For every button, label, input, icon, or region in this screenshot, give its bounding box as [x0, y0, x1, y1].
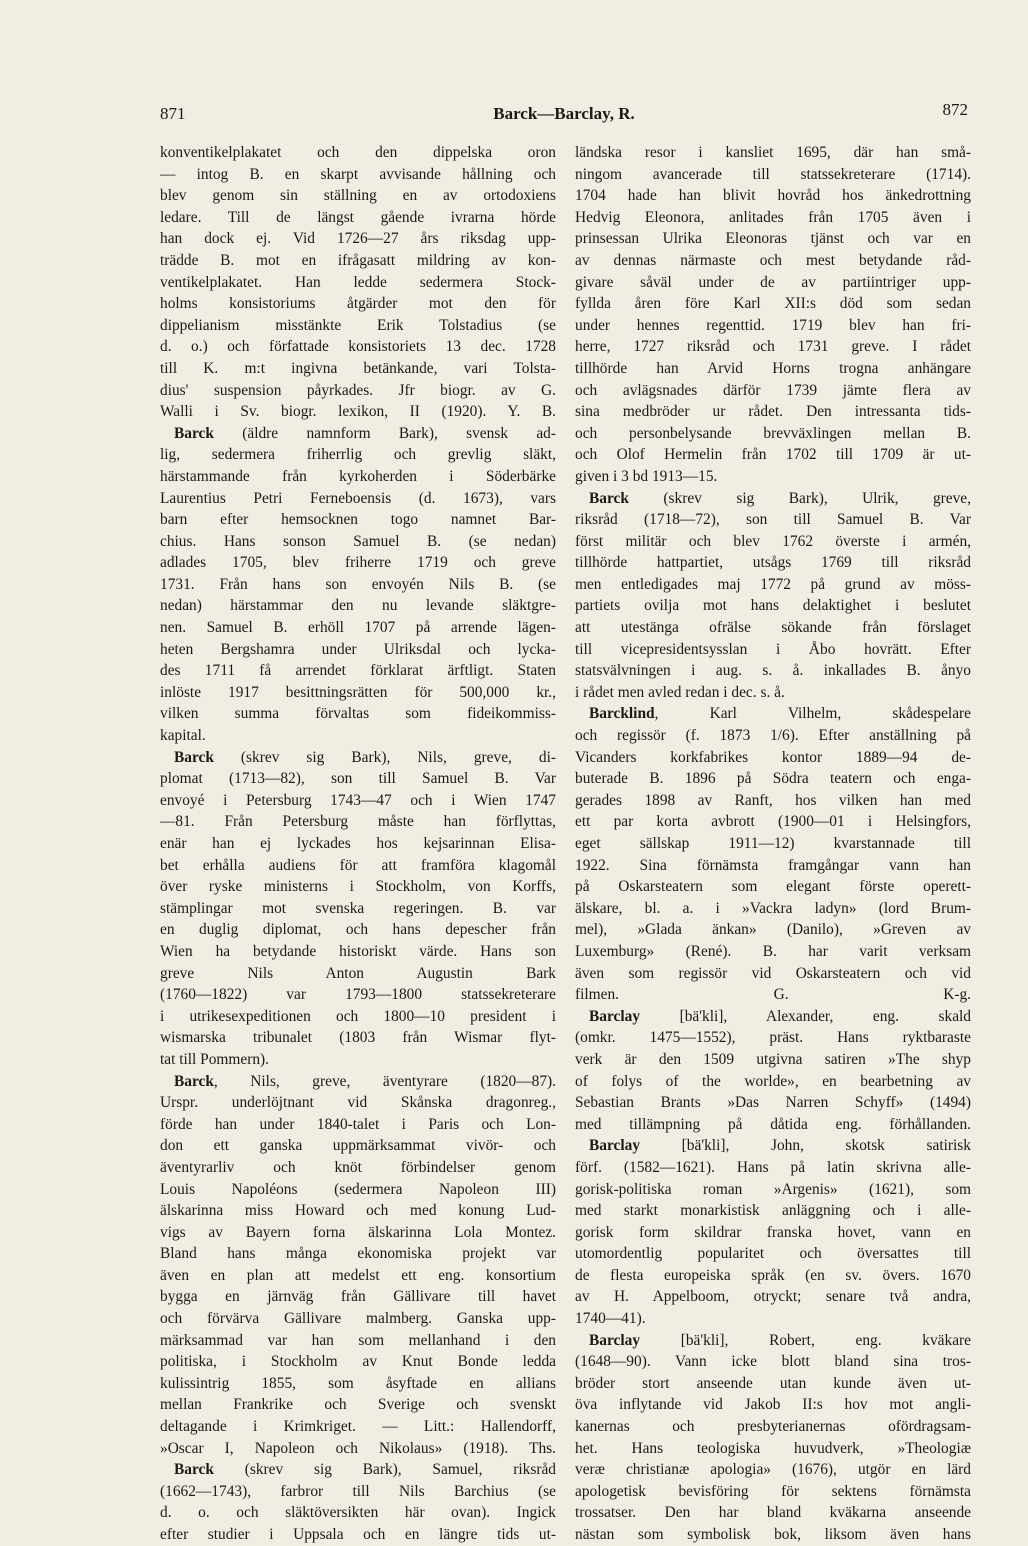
text-line — [160, 682, 556, 704]
entry-headword: Barclay — [589, 1007, 641, 1025]
line-text: men entledigades maj 1772 på grund av möss- — [575, 575, 971, 593]
line-text: konventikelplakatet och den dippelska oron — [160, 144, 556, 161]
line-text: Sebastian Brants »Das Narren Schyff» (1494) — [575, 1094, 971, 1112]
line-text: han dock ej. Vid 1726—27 års riksdag upp- — [160, 230, 556, 248]
text-line — [160, 876, 556, 898]
line-text: och förvärva Gällivare malmberg. Ganska upp- — [160, 1310, 556, 1328]
text-line — [575, 401, 971, 423]
text-line — [160, 1006, 556, 1028]
text-line — [575, 1416, 971, 1438]
line-text: Laurentius Petri Ferneboensis (d. 1673), vars — [160, 489, 556, 507]
line-text: deltagande i Krimkriget. — Litt.: Hallendorff, — [160, 1418, 556, 1436]
line-text: bröder stort anseende utan kunde även ut- — [575, 1374, 971, 1392]
line-text: 1740—41). — [575, 1310, 646, 1328]
text-line — [160, 1524, 556, 1546]
text-line — [575, 380, 971, 402]
line-text: (1648—90). Vann icke blott bland sina tros- — [575, 1353, 971, 1371]
line-text: chius. Hans sonson Samuel B. (se nedan) — [160, 532, 556, 550]
line-text: Urspr. underlöjtnant vid Skånska dragonreg., — [160, 1094, 556, 1112]
text-line — [160, 358, 556, 380]
line-text: of folys of the worlde», en bearbetning av — [575, 1072, 971, 1090]
text-line — [160, 1330, 556, 1352]
entry-headword: Barck — [174, 1461, 214, 1479]
line-text: bet erhålla audiens för att framföra klagomål — [160, 856, 556, 874]
text-line — [575, 293, 971, 315]
line-text: nedan) härstammar den nu levande släktgre- — [160, 597, 556, 615]
text-line — [160, 1027, 556, 1049]
line-text: filmen. G. K-g. — [575, 986, 971, 1004]
line-text: vigs av Bayern forna älskarinna Lola Montez. — [160, 1223, 556, 1241]
text-line — [160, 1092, 556, 1114]
line-text: tillhörde han Arvid Horns trogna anhängare — [575, 359, 971, 377]
line-text: bygga en järnväg från Gällivare till havet — [160, 1288, 556, 1306]
line-text: trossatser. Den har bland kväkarna anseende — [575, 1504, 971, 1522]
line-text: dius' suspension påyrkades. Jfr biogr. av G. — [160, 381, 556, 399]
line-text: även som regissör vid Oskarsteatern och vid — [575, 964, 971, 982]
text-line — [575, 682, 971, 704]
text-line — [575, 1200, 971, 1222]
text-line — [160, 747, 556, 769]
line-text: riksråd (1718—72), son till Samuel B. Var — [575, 511, 971, 529]
text-line — [575, 1373, 971, 1395]
line-text: Wien ha betydande historiskt värde. Hans son — [160, 942, 556, 960]
text-line — [575, 531, 971, 553]
line-text: given i 3 bd 1913—15. — [575, 467, 718, 485]
line-text: nästan som symbolisk bok, liksom även hans — [575, 1526, 971, 1543]
line-text: ett par korta avbrott (1900—01 i Helsingfors, — [575, 813, 971, 831]
text-line — [160, 660, 556, 682]
line-text: Louis Napoléons (sedermera Napoleon III) — [160, 1180, 556, 1198]
line-text: wismarska tribunalet (1803 från Wismar flyt- — [160, 1029, 556, 1047]
line-text: dippelianism misstänkte Erik Tolstadius (se — [160, 316, 556, 334]
text-line — [575, 1308, 971, 1330]
text-line — [160, 1481, 556, 1503]
text-line — [575, 207, 971, 229]
text-line — [575, 1027, 971, 1049]
text-line — [160, 919, 556, 941]
text-line — [575, 1481, 971, 1503]
line-text: och Olof Hermelin från 1702 till 1709 är ut- — [575, 446, 971, 464]
text-line — [160, 401, 556, 423]
line-text: en duglig diplomat, och hans depescher från — [160, 921, 556, 939]
text-line — [160, 1286, 556, 1308]
line-text: nen. Samuel B. erhöll 1707 på arrende lägen- — [160, 619, 556, 637]
text-line — [575, 228, 971, 250]
text-line — [575, 1006, 971, 1028]
line-text: Walli i Sv. biogr. lexikon, II (1920). Y. B. — [160, 403, 556, 421]
text-line — [160, 552, 556, 574]
text-line — [160, 574, 556, 596]
line-text: —81. Från Petersburg måste han förflyttas, — [160, 813, 556, 831]
line-text: ningom avancerade till statssekreterare (1714). — [575, 165, 971, 183]
line-text: förf. (1582—1621). Hans på latin skrivna alle- — [575, 1158, 971, 1176]
line-text: tillhörde hattpartiet, utsågs 1769 till riksråd — [575, 554, 971, 572]
line-text: plomat (1713—82), son till Samuel B. Var — [160, 770, 556, 788]
text-line — [160, 293, 556, 315]
line-text: adlades 1705, blev friherre 1719 och greve — [160, 554, 556, 572]
line-text: kulissintrig 1855, som åsyftade en allians — [160, 1374, 556, 1392]
text-line — [160, 639, 556, 661]
text-line — [575, 336, 971, 358]
line-text: öva inflytande vid Jakob II:s hov mot angli- — [575, 1396, 971, 1414]
line-text: buterade B. 1896 på Södra teatern och enga- — [575, 770, 971, 788]
text-line — [575, 725, 971, 747]
line-text: (1662—1743), farbror till Nils Barchius (se — [160, 1482, 556, 1500]
line-text: älskarinna miss Howard och med konung Lud- — [160, 1202, 556, 1220]
text-line — [160, 1157, 556, 1179]
text-line — [575, 919, 971, 941]
line-text: under hennes regenttid. 1719 blev han fri- — [575, 316, 971, 334]
text-line — [575, 617, 971, 639]
text-line — [160, 725, 556, 747]
line-text: till K. m:t ingivna betänkande, vari Tolsta- — [160, 359, 556, 377]
text-line — [160, 1071, 556, 1093]
text-line — [160, 768, 556, 790]
text-line — [160, 315, 556, 337]
text-line — [575, 1286, 971, 1308]
line-text: politiska, i Stockholm av Knut Bonde ledda — [160, 1353, 556, 1371]
text-line — [160, 466, 556, 488]
line-text: d. o. och släktöversikten här ovan). Ingick — [160, 1504, 556, 1522]
line-text: och regissör (f. 1873 1/6). Efter anställning på — [575, 727, 971, 745]
text-line — [575, 1459, 971, 1481]
line-text: mel), »Glada änkan» (Danilo), »Greven av — [575, 921, 971, 939]
text-line — [575, 250, 971, 272]
line-text: äventyrarliv och knöt förbindelser genom — [160, 1158, 556, 1176]
text-line — [575, 768, 971, 790]
page-number-left: 871 — [160, 104, 186, 123]
text-line — [575, 142, 971, 164]
text-line — [160, 1222, 556, 1244]
line-text: kanernas och presbyterianernas ofördragsam- — [575, 1418, 971, 1436]
line-text: (skrev sig Bark), Nils, greve, di- — [213, 748, 556, 766]
line-text: i utrikesexpeditionen och 1800—10 president i — [160, 1007, 556, 1025]
text-line — [575, 1092, 971, 1114]
line-text: eget sällskap 1911—12) kvarstannade till — [575, 835, 971, 852]
text-line — [575, 595, 971, 617]
text-line — [160, 1459, 556, 1481]
text-line — [160, 963, 556, 985]
line-text: , Karl Vilhelm, skådespelare — [654, 705, 971, 723]
line-text: och avlägsnades därför 1739 jämte flera av — [575, 381, 971, 399]
line-text: (skrev sig Bark), Ulrik, greve, — [628, 489, 971, 507]
line-text: prinsessan Ulrika Eleonoras tjänst och var en — [575, 230, 971, 248]
text-line — [160, 1114, 556, 1136]
line-text: av dennas närmaste och mest betydande råd- — [575, 251, 971, 269]
text-line — [575, 1524, 971, 1546]
line-text: på Oskarsteatern som elegant förste operett- — [575, 878, 971, 896]
line-text: 1922. Sina förnämsta framgångar vann han — [575, 856, 971, 874]
line-text: het. Hans teologiska huvudverk, »Theologiæ — [575, 1439, 971, 1457]
text-line — [160, 142, 556, 164]
line-text: till vicepresidentsysslan i Åbo hovrätt. Efter — [575, 640, 971, 658]
line-text: sina medbröder ur rådet. Den intressanta tids- — [575, 403, 971, 421]
right-column — [575, 142, 971, 1546]
page-header — [160, 100, 968, 128]
text-line — [160, 1351, 556, 1373]
text-line — [575, 1243, 971, 1265]
line-text: barn efter hemsocknen togo namnet Bar- — [160, 511, 556, 529]
line-text: holms konsistoriums åtgärder mot den för — [160, 295, 556, 313]
line-text: fyllda åren före Karl XII:s död som sedan — [575, 295, 971, 313]
text-line — [575, 574, 971, 596]
line-text: av H. Appelboom, otryckt; senare två andra, — [575, 1288, 971, 1306]
text-line — [575, 1330, 971, 1352]
text-line — [575, 855, 971, 877]
text-line — [575, 1135, 971, 1157]
entry-headword: Barclay — [589, 1137, 641, 1155]
line-text: härstammande från kyrkoherden i Söderbärke — [160, 467, 556, 485]
entry-headword: Barck — [174, 424, 214, 442]
line-text: [bä'kli], Alexander, eng. skald — [640, 1007, 971, 1025]
line-text: älskare, bl. a. i »Vackra ladyn» (lord Brum- — [575, 899, 971, 917]
line-text: även en plan att medelst ett eng. konsortium — [160, 1266, 556, 1284]
text-line — [575, 963, 971, 985]
line-text: tat till Pommern). — [160, 1050, 270, 1068]
line-text: vilken summa förvaltas som fideikommiss- — [160, 705, 556, 723]
text-line — [160, 703, 556, 725]
line-text: och personbelysande brevväxlingen mellan B. — [575, 424, 971, 442]
line-text: de flesta europeiska språk (en sv. övers. 1670 — [575, 1266, 971, 1284]
line-text: (skrev sig Bark), Samuel, riksråd — [213, 1461, 556, 1479]
line-text: efter studier i Uppsala och en längre tids ut- — [160, 1526, 556, 1543]
line-text: Hedvig Eleonora, anlitades från 1705 även i — [575, 208, 971, 226]
text-line — [575, 1438, 971, 1460]
line-text: gorisk form skildrar franska hovet, vann en — [575, 1223, 971, 1241]
line-text: lig, sedermera friherrlig och grevlig släkt, — [160, 446, 556, 464]
text-line — [575, 552, 971, 574]
line-text: utomordentlig popularitet och översattes till — [575, 1245, 971, 1263]
text-line — [575, 790, 971, 812]
text-line — [160, 1373, 556, 1395]
line-text: stämplingar mot svenska regeringen. B. var — [160, 899, 556, 917]
line-text: (omkr. 1475—1552), präst. Hans ryktbaraste — [575, 1029, 971, 1047]
text-line — [575, 358, 971, 380]
line-text: mellan Frankrike och Sverige och svenskt — [160, 1396, 556, 1414]
line-text: Luxemburg» (René). B. har varit verksam — [575, 942, 971, 960]
text-line — [160, 336, 556, 358]
text-line — [160, 488, 556, 510]
line-text: d. o.) och författade konsistoriets 13 dec. 1728 — [160, 338, 556, 356]
text-line — [160, 1394, 556, 1416]
entry-headword: Barcklind — [589, 705, 655, 723]
line-text: ventikelplakatet. Han ledde sedermera Stock- — [160, 273, 556, 291]
line-text: blev genom sin ställning en av ortodoxiens — [160, 187, 556, 205]
text-line — [160, 595, 556, 617]
text-line — [160, 898, 556, 920]
line-text: — intog B. en skarpt avvisande hållning och — [160, 165, 556, 183]
text-line — [160, 855, 556, 877]
text-line — [575, 703, 971, 725]
line-text: apologetisk bevisföring för sektens förnämsta — [575, 1482, 971, 1500]
text-line — [160, 1308, 556, 1330]
entry-headword: Barck — [174, 748, 214, 766]
line-text: förde han under 1840-talet i Paris och Lon- — [160, 1115, 556, 1133]
line-text: veræ christianæ apologia» (1676), utgör en lärd — [575, 1461, 971, 1479]
entry-headword: Barck — [589, 489, 629, 507]
text-line — [575, 185, 971, 207]
text-line — [575, 1502, 971, 1524]
text-line — [575, 833, 971, 855]
text-line — [575, 660, 971, 682]
text-line — [160, 250, 556, 272]
text-line — [575, 941, 971, 963]
line-text: med starkt monarkistisk anläggning och i alle- — [575, 1202, 971, 1220]
text-line — [160, 1502, 556, 1524]
line-text: över ryske ministerns i Stockholm, von Korffs, — [160, 878, 556, 896]
line-text: verk är den 1509 utgivna satiren »The shyp — [575, 1050, 971, 1068]
text-line — [160, 1200, 556, 1222]
line-text: des 1711 få arrendet förklarat ärftligt. Staten — [160, 662, 556, 680]
text-line — [575, 1157, 971, 1179]
line-text: envoyé i Petersburg 1743—47 och i Wien 1747 — [160, 791, 556, 809]
line-text: med tillämpning på dåtida eng. förhållanden. — [575, 1115, 971, 1133]
text-line — [575, 444, 971, 466]
text-line — [160, 531, 556, 553]
text-line — [575, 1114, 971, 1136]
text-line — [160, 1135, 556, 1157]
text-line — [575, 1265, 971, 1287]
text-line — [575, 509, 971, 531]
text-line — [160, 1243, 556, 1265]
page-number-right: 872 — [942, 100, 968, 119]
text-line — [160, 1265, 556, 1287]
text-line — [160, 423, 556, 445]
line-text: i rådet men avled redan i dec. s. å. — [575, 683, 785, 701]
text-line — [575, 272, 971, 294]
text-line — [160, 790, 556, 812]
text-line — [160, 984, 556, 1006]
text-line — [575, 423, 971, 445]
text-line — [575, 164, 971, 186]
line-text: don ett ganska uppmärksammat vivör- och — [160, 1137, 556, 1155]
running-head: Barck—Barclay, R. — [493, 104, 635, 123]
text-line — [160, 1416, 556, 1438]
line-text: ländska resor i kansliet 1695, där han små- — [575, 144, 971, 161]
line-text: först militär och blev 1762 överste i armén, — [575, 532, 971, 550]
line-text: [bä'kli], John, skotsk satirisk — [640, 1137, 971, 1155]
text-line — [160, 509, 556, 531]
line-text: gorisk-politiska roman »Argenis» (1621), som — [575, 1180, 971, 1198]
line-text: inlöste 1917 besittningsrätten för 500,000 kr., — [160, 683, 556, 701]
line-text: , Nils, greve, äventyrare (1820—87). — [213, 1072, 556, 1090]
text-line — [160, 617, 556, 639]
line-text: Vicanders korkfabrikes kontor 1889—94 de- — [575, 748, 971, 766]
line-text: att utestänga ofrälse sökande från förslaget — [575, 619, 971, 637]
text-line — [575, 1071, 971, 1093]
line-text: Bland hans många ekonomiska projekt var — [160, 1245, 556, 1263]
text-line — [575, 488, 971, 510]
text-line — [575, 898, 971, 920]
line-text: herre, 1727 riksråd och 1731 greve. I rådet — [575, 338, 971, 356]
line-text: märksammad var han som mellanhand i den — [160, 1331, 556, 1349]
text-line — [160, 833, 556, 855]
line-text: (1760—1822) var 1793—1800 statssekreterare — [160, 986, 556, 1004]
text-line — [160, 1438, 556, 1460]
text-line — [575, 315, 971, 337]
text-line — [575, 876, 971, 898]
text-line — [160, 272, 556, 294]
line-text: trädde B. mot en ifrågasatt mildring av kon- — [160, 251, 556, 269]
text-line — [575, 984, 971, 1006]
text-line — [575, 1222, 971, 1244]
text-line — [160, 228, 556, 250]
line-text: kapital. — [160, 727, 206, 745]
text-line — [575, 1351, 971, 1373]
line-text: (äldre namnform Bark), svensk ad- — [213, 424, 556, 442]
text-line — [160, 1049, 556, 1071]
line-text: gerades 1898 av Ranft, hos vilken han med — [575, 791, 971, 809]
text-line — [575, 639, 971, 661]
text-line — [575, 747, 971, 769]
text-line — [160, 185, 556, 207]
left-column — [160, 142, 556, 1546]
text-line — [160, 941, 556, 963]
line-text: givare såväl under de av partiintriger upp- — [575, 273, 971, 291]
line-text: 1704 hade han blivit hovråd hos änkedrottning — [575, 187, 971, 205]
line-text: greve Nils Anton Augustin Bark — [160, 964, 556, 982]
line-text: [bä'kli], Robert, eng. kväkare — [640, 1331, 971, 1349]
text-line — [160, 444, 556, 466]
text-line — [575, 1049, 971, 1071]
text-line — [160, 207, 556, 229]
entry-headword: Barclay — [589, 1331, 641, 1349]
line-text: statsvälvningen i aug. s. å. inkallades B. ånyo — [575, 662, 971, 680]
line-text: partiets ovilja mot hans delaktighet i beslutet — [575, 597, 971, 615]
line-text: enär han ej lyckades hos kejsarinnan Elisa- — [160, 835, 556, 852]
line-text: ledare. Till de längst gående ivrarna hörde — [160, 208, 556, 226]
line-text: 1731. Från hans son envoyén Nils B. (se — [160, 575, 556, 593]
text-line — [160, 164, 556, 186]
text-line — [575, 1394, 971, 1416]
text-line — [575, 811, 971, 833]
line-text: heten Bergshamra under Ulriksdal och lycka- — [160, 640, 556, 658]
line-text: »Oscar I, Napoleon och Nikolaus» (1918). Ths. — [160, 1439, 556, 1457]
entry-headword: Barck — [174, 1072, 214, 1090]
text-line — [575, 1179, 971, 1201]
text-line — [160, 1179, 556, 1201]
text-line — [160, 811, 556, 833]
text-line — [575, 466, 971, 488]
text-line — [160, 380, 556, 402]
